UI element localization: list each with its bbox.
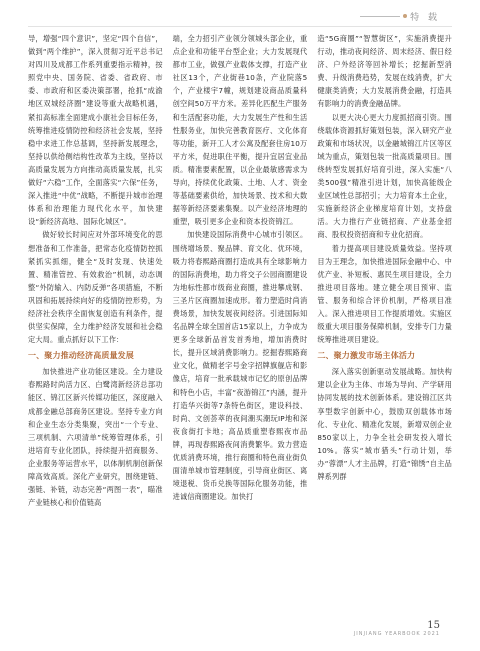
publication-name: JINJIANG YEARBOOK 2021: [353, 631, 440, 637]
body-paragraph: 以更大决心更大力度抓招商引资。围绕载体资源抓好策划包装，深入研究产业政策和市场状况，以金融城锦江片区等区域为重点，策划包装一批高质量项目。围绕转型发展抓好培育引进，深入实施“八类500强”精准引进计划，加快高能级企业区域性总部招引；大力培育本土企业，实施新经济企业梯度培育计划，支持盘活。大力推行产业链招商、产业基金招商、股权投资招商和专业化招商。: [317, 112, 453, 240]
page-footer: [354, 620, 440, 637]
header-rule: [360, 16, 400, 17]
section-heading: 一、聚力推动经济高质量发展: [28, 351, 134, 361]
body-paragraph: 造“5G商圈”“智慧街区”，实施消费提升行动，推动夜间经济、周末经济、假日经济、户外经济等回补增长；挖掘新型消费、升级消费趋势，发展在线消费，扩大健康类消费；大力发展消费金融，打造具有影响力的消费金融品牌。: [317, 34, 453, 109]
header-dot-icon: [403, 14, 407, 18]
article-body: [28, 32, 452, 606]
text-column-3: [317, 32, 452, 606]
running-header: [360, 9, 440, 23]
header-divider: [28, 26, 452, 27]
body-paragraph: 导，增强“四个意识”，坚定“四个自信”，做到“两个维护”，深入贯彻习近平总书记对四川及成都工作系列重要指示精神，按照党中央、国务院、省委、省政府、市委、市政府和区委决策部署，抢抓“成渝地区双城经济圈”建设等重大战略机遇，紧扣高标准全面建成小康社会目标任务，统筹推进疫情防控和经济社会发展，坚持稳中求进工作总基调，坚持新发展理念，坚持以供给侧结构性改革为主线，坚持以高质量发展为方向推动高质量发展，扎实做好“六稳”工作，全面落实“六保”任务，深入推进“中优”战略，不断提升城市治理体系和治理能力现代化水平，加快建设“新经济高地、国际化城区”。: [28, 34, 163, 227]
body-paragraph: 端，全力招引产业领分领城头部企业，重点企业和功能平台型企业；大力发展现代都市工业，做强产业载体支撑，打造产业社区13个，产业街巷10条，产业院落5个，产业楼宇7幢，规划建设商品质量科创空间50万平方米。差异化匹配生产服务和生活配套功能，大力发展生产性和生活性服务业，加快完善教育医疗、文化体育等功能，新开工人才公寓及配套住房10万平方米，促进职住平衡，提升宜居宜业品质。精准要素配置，以企业最敏感需求为导向，持续优化政策、土地、人才、资金等基础要素供给，加快场景、技术和大数据等新经济要素集聚。以产业经济地理的重塑，吸引更多企业和资本投资锦江。: [172, 34, 308, 227]
section-heading: 二、聚力激发市场主体活力: [317, 351, 416, 361]
body-paragraph: 加快推进产业功能区建设。全力建设春熙路时尚活力区、白鹭湾新经济总部功能区、锦江区新兴传媒功能区，深度融入成都金融总部商务区建设。坚持专业方向和企业生态分类集聚，突出“一个专业、三项机制、六项清单”统筹管理体系，引进培育专业化团队，持续提升招商服务、企业服务等运营水平，以体制机制创新保障高效高质。深化产业研究，围绕建链、强链、补链，动态完善“两图一表”，瞄准产业链核心和价值链高: [28, 367, 163, 508]
page-number: 15: [427, 620, 440, 631]
body-paragraph: 着力提高项目建设质量效益。坚持项目为王理念，加快推进国际金融中心、中优产业、补短板、惠民生项目建设，全力推进项目落地。建立健全项目预审、监管、服务和综合评价机制，严格项目准入。深入推进项目工作提质增效。实施区级重大项目服务保障机制，安排专门力量统筹推进项目建设。: [317, 243, 453, 345]
section-label: 特 载: [410, 12, 440, 23]
body-paragraph: 深入落实创新驱动发展战略。加快构建以企业为主体、市场为导向、产学研用协同发展的技术创新体系。建设锦江区共享型数字创新中心，鼓励双创载体市场化、专业化、精准化发展，新增双创企业850家以上，力争全社会研发投入增长10%。落实“城市猎头”行动计划，举办“蓉漂”人才主品牌，打造“锦绣”自主品牌系列群: [317, 367, 453, 481]
body-paragraph: 加快建设国际消费中心城市引领区。围绕增场景、聚品牌、育文化、优环境，吸力将春熙路商圈打造成具有全球影响力的国际消费地，助力将交子公园商圈建设为地标性都市级商业商圈，推进攀成钢、三圣片区商圈加速成形。着力塑造时尚消费场景，加快发展夜间经济。引进国际知名品牌全球全国首店15家以上，力争成为更多全球新品首发首秀地，增加消费时长，提升区域消费影响力。挖掘春熙路商业文化，做精老字号金字招牌旗舰店和影像店，培育一批承载城市记忆的原创品牌和特色小店，丰富“夜游锦江”内涵，提升打造华兴街等7条特色街区，建设科技、时尚、文创荟萃的夜间潮买潮玩IP地和深夜食街打卡地；高品质重塑春熙夜市品牌，再现春熙路夜间消费繁华。致力营造优质消费环境，推行商圈和特色商业街负面清单城市管理制度，引导商业街区、离境退税、货币兑换等国际化服务功能，推进诚信商圈建设。加快打: [172, 230, 308, 502]
text-column-2: [173, 32, 308, 606]
body-paragraph: 做好较长时间应对外部环境变化的思想准备和工作准备，把常态化疫情防控抓紧抓实抓细，健全“及时发现、快速处置、精准管控、有效救治”机制，动态调整“外防输入、内防反弹”各项措施，不断巩固和拓展持续向好的疫情防控形势，为经济社会秩序全面恢复创造有利条件，提供坚实保障，全力维护经济发展和社会稳定大局。重点抓好以下工作：: [28, 230, 163, 345]
text-column-1: [28, 32, 163, 606]
